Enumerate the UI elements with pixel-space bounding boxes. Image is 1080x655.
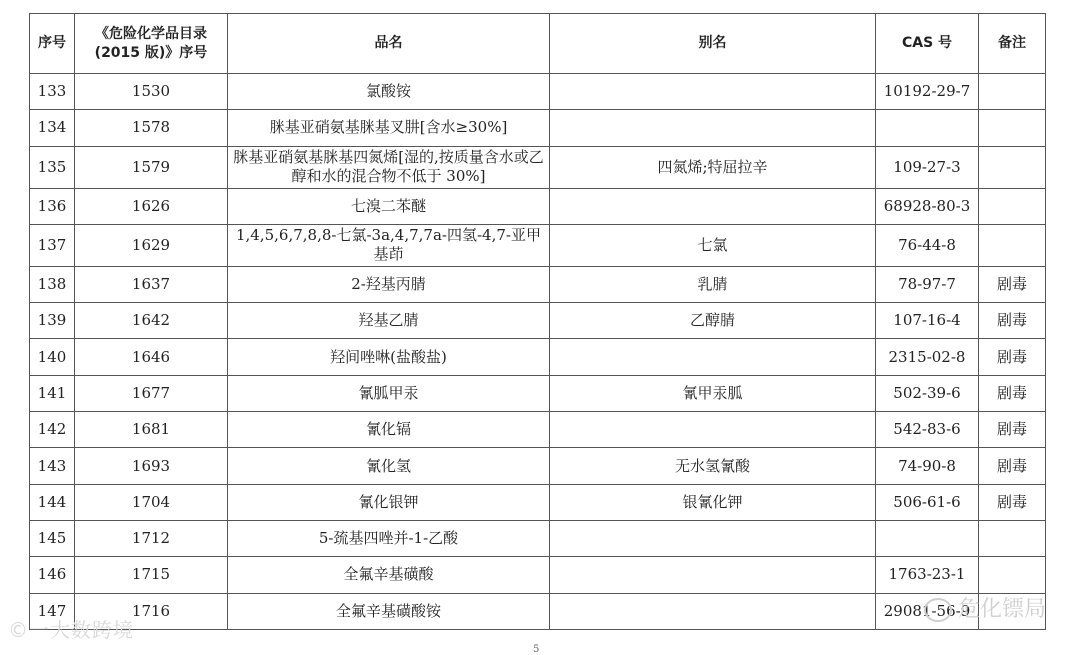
cell-seq: 143: [30, 448, 75, 484]
cell-name: 全氟辛基磺酸: [228, 557, 550, 593]
cell-cas: 109-27-3: [876, 146, 979, 188]
cell-catalog-seq: 1629: [75, 224, 228, 266]
header-catalog-seq-line2: (2015 版)》序号: [94, 44, 208, 61]
cell-alias: 无水氢氰酸: [550, 448, 876, 484]
cell-catalog-seq: 1579: [75, 146, 228, 188]
cell-alias: 乳腈: [550, 266, 876, 302]
table-row: [30, 593, 1046, 629]
table-row: [30, 412, 1046, 448]
header-remark: 备注: [979, 14, 1046, 74]
wechat-icon: [924, 598, 952, 622]
cell-alias: [550, 339, 876, 375]
cell-cas: 542-83-6: [876, 412, 979, 448]
watermark-left: ©一大数跨境: [8, 618, 134, 642]
cell-alias: 四氮烯;特屈拉辛: [550, 146, 876, 188]
watermark-right-text: 危化镖局: [957, 597, 1046, 622]
cell-catalog-seq: 1530: [75, 74, 228, 110]
cell-alias: 银氰化钾: [550, 484, 876, 520]
cell-cas: 2315-02-8: [876, 339, 979, 375]
cell-remark: 剧毒: [979, 339, 1046, 375]
cell-remark: 剧毒: [979, 484, 1046, 520]
cell-name: 七溴二苯醚: [228, 188, 550, 224]
cell-name: 1,4,5,6,7,8,8-七氯-3a,4,7,7a-四氢-4,7-亚甲基茚: [228, 224, 550, 266]
table-row: [30, 303, 1046, 339]
header-cas: CAS 号: [876, 14, 979, 74]
cell-cas: 76-44-8: [876, 224, 979, 266]
cell-name: 2-羟基丙腈: [228, 266, 550, 302]
cell-cas: [876, 110, 979, 146]
cell-cas: 107-16-4: [876, 303, 979, 339]
cell-seq: 135: [30, 146, 75, 188]
cell-remark: 剧毒: [979, 448, 1046, 484]
table-row: [30, 110, 1046, 146]
cell-alias: 七氯: [550, 224, 876, 266]
cell-catalog-seq: 1642: [75, 303, 228, 339]
cell-catalog-seq: 1712: [75, 520, 228, 556]
cell-alias: [550, 520, 876, 556]
cell-catalog-seq: 1681: [75, 412, 228, 448]
cell-remark: [979, 188, 1046, 224]
cell-alias: 乙醇腈: [550, 303, 876, 339]
cell-remark: [979, 146, 1046, 188]
cell-catalog-seq: 1677: [75, 375, 228, 411]
table-row: [30, 375, 1046, 411]
cell-cas: 68928-80-3: [876, 188, 979, 224]
cell-seq: 134: [30, 110, 75, 146]
watermark-right: [924, 592, 1046, 623]
cell-cas: 1763-23-1: [876, 557, 979, 593]
cell-alias: [550, 557, 876, 593]
cell-cas: 506-61-6: [876, 484, 979, 520]
cell-seq: 146: [30, 557, 75, 593]
cell-cas: [876, 520, 979, 556]
cell-alias: [550, 188, 876, 224]
cell-alias: 氰甲汞胍: [550, 375, 876, 411]
chemical-catalog-table-wrapper: [29, 13, 1045, 630]
table-row: [30, 188, 1046, 224]
cell-catalog-seq: 1716: [75, 593, 228, 629]
table-row: [30, 448, 1046, 484]
cell-catalog-seq: 1704: [75, 484, 228, 520]
cell-cas: 502-39-6: [876, 375, 979, 411]
cell-catalog-seq: 1693: [75, 448, 228, 484]
cell-seq: 147: [30, 593, 75, 629]
cell-seq: 141: [30, 375, 75, 411]
cell-cas: 10192-29-7: [876, 74, 979, 110]
cell-seq: 133: [30, 74, 75, 110]
table-row: [30, 266, 1046, 302]
table-row: [30, 520, 1046, 556]
chemical-catalog-table: [29, 13, 1046, 630]
cell-name: 5-巯基四唑并-1-乙酸: [228, 520, 550, 556]
table-row: [30, 557, 1046, 593]
cell-alias: [550, 110, 876, 146]
page-number: 5: [533, 644, 540, 655]
cell-name: 氰胍甲汞: [228, 375, 550, 411]
cell-seq: 140: [30, 339, 75, 375]
cell-cas: 29081-56-9: [876, 593, 979, 629]
header-seq: 序号: [30, 14, 75, 74]
cell-alias: [550, 593, 876, 629]
table-body: [30, 74, 1046, 630]
cell-alias: [550, 74, 876, 110]
cell-catalog-seq: 1646: [75, 339, 228, 375]
cell-remark: [979, 224, 1046, 266]
cell-seq: 144: [30, 484, 75, 520]
cell-seq: 136: [30, 188, 75, 224]
table-row: [30, 74, 1046, 110]
cell-remark: 剧毒: [979, 412, 1046, 448]
cell-cas: 78-97-7: [876, 266, 979, 302]
cell-remark: [979, 557, 1046, 593]
cell-remark: 剧毒: [979, 303, 1046, 339]
cell-catalog-seq: 1626: [75, 188, 228, 224]
cell-remark: [979, 74, 1046, 110]
cell-remark: [979, 110, 1046, 146]
cell-alias: [550, 412, 876, 448]
cell-remark: 剧毒: [979, 266, 1046, 302]
cell-name: 羟基乙腈: [228, 303, 550, 339]
cell-name: 氯酸铵: [228, 74, 550, 110]
header-row: [30, 14, 1046, 74]
cell-seq: 145: [30, 520, 75, 556]
cell-name: 全氟辛基磺酸铵: [228, 593, 550, 629]
cell-name: 氰化镉: [228, 412, 550, 448]
cell-seq: 139: [30, 303, 75, 339]
cell-catalog-seq: 1715: [75, 557, 228, 593]
header-catalog-seq: [75, 14, 228, 74]
cell-catalog-seq: 1578: [75, 110, 228, 146]
cell-seq: 137: [30, 224, 75, 266]
cell-seq: 138: [30, 266, 75, 302]
header-alias: 别名: [550, 14, 876, 74]
table-row: [30, 224, 1046, 266]
table-row: [30, 484, 1046, 520]
cell-cas: 74-90-8: [876, 448, 979, 484]
cell-name: 脒基亚硝氨基脒基叉肼[含水≥30%]: [228, 110, 550, 146]
cell-remark: 剧毒: [979, 375, 1046, 411]
cell-name: 脒基亚硝氨基脒基四氮烯[湿的,按质量含水或乙醇和水的混合物不低于 30%]: [228, 146, 550, 188]
cell-seq: 142: [30, 412, 75, 448]
cell-catalog-seq: 1637: [75, 266, 228, 302]
header-name: 品名: [228, 14, 550, 74]
cell-remark: [979, 520, 1046, 556]
header-catalog-seq-line1: 《危险化学品目录: [95, 25, 207, 42]
cell-name: 氰化氢: [228, 448, 550, 484]
cell-name: 氰化银钾: [228, 484, 550, 520]
table-row: [30, 339, 1046, 375]
table-row: [30, 146, 1046, 188]
cell-name: 羟间唑啉(盐酸盐): [228, 339, 550, 375]
